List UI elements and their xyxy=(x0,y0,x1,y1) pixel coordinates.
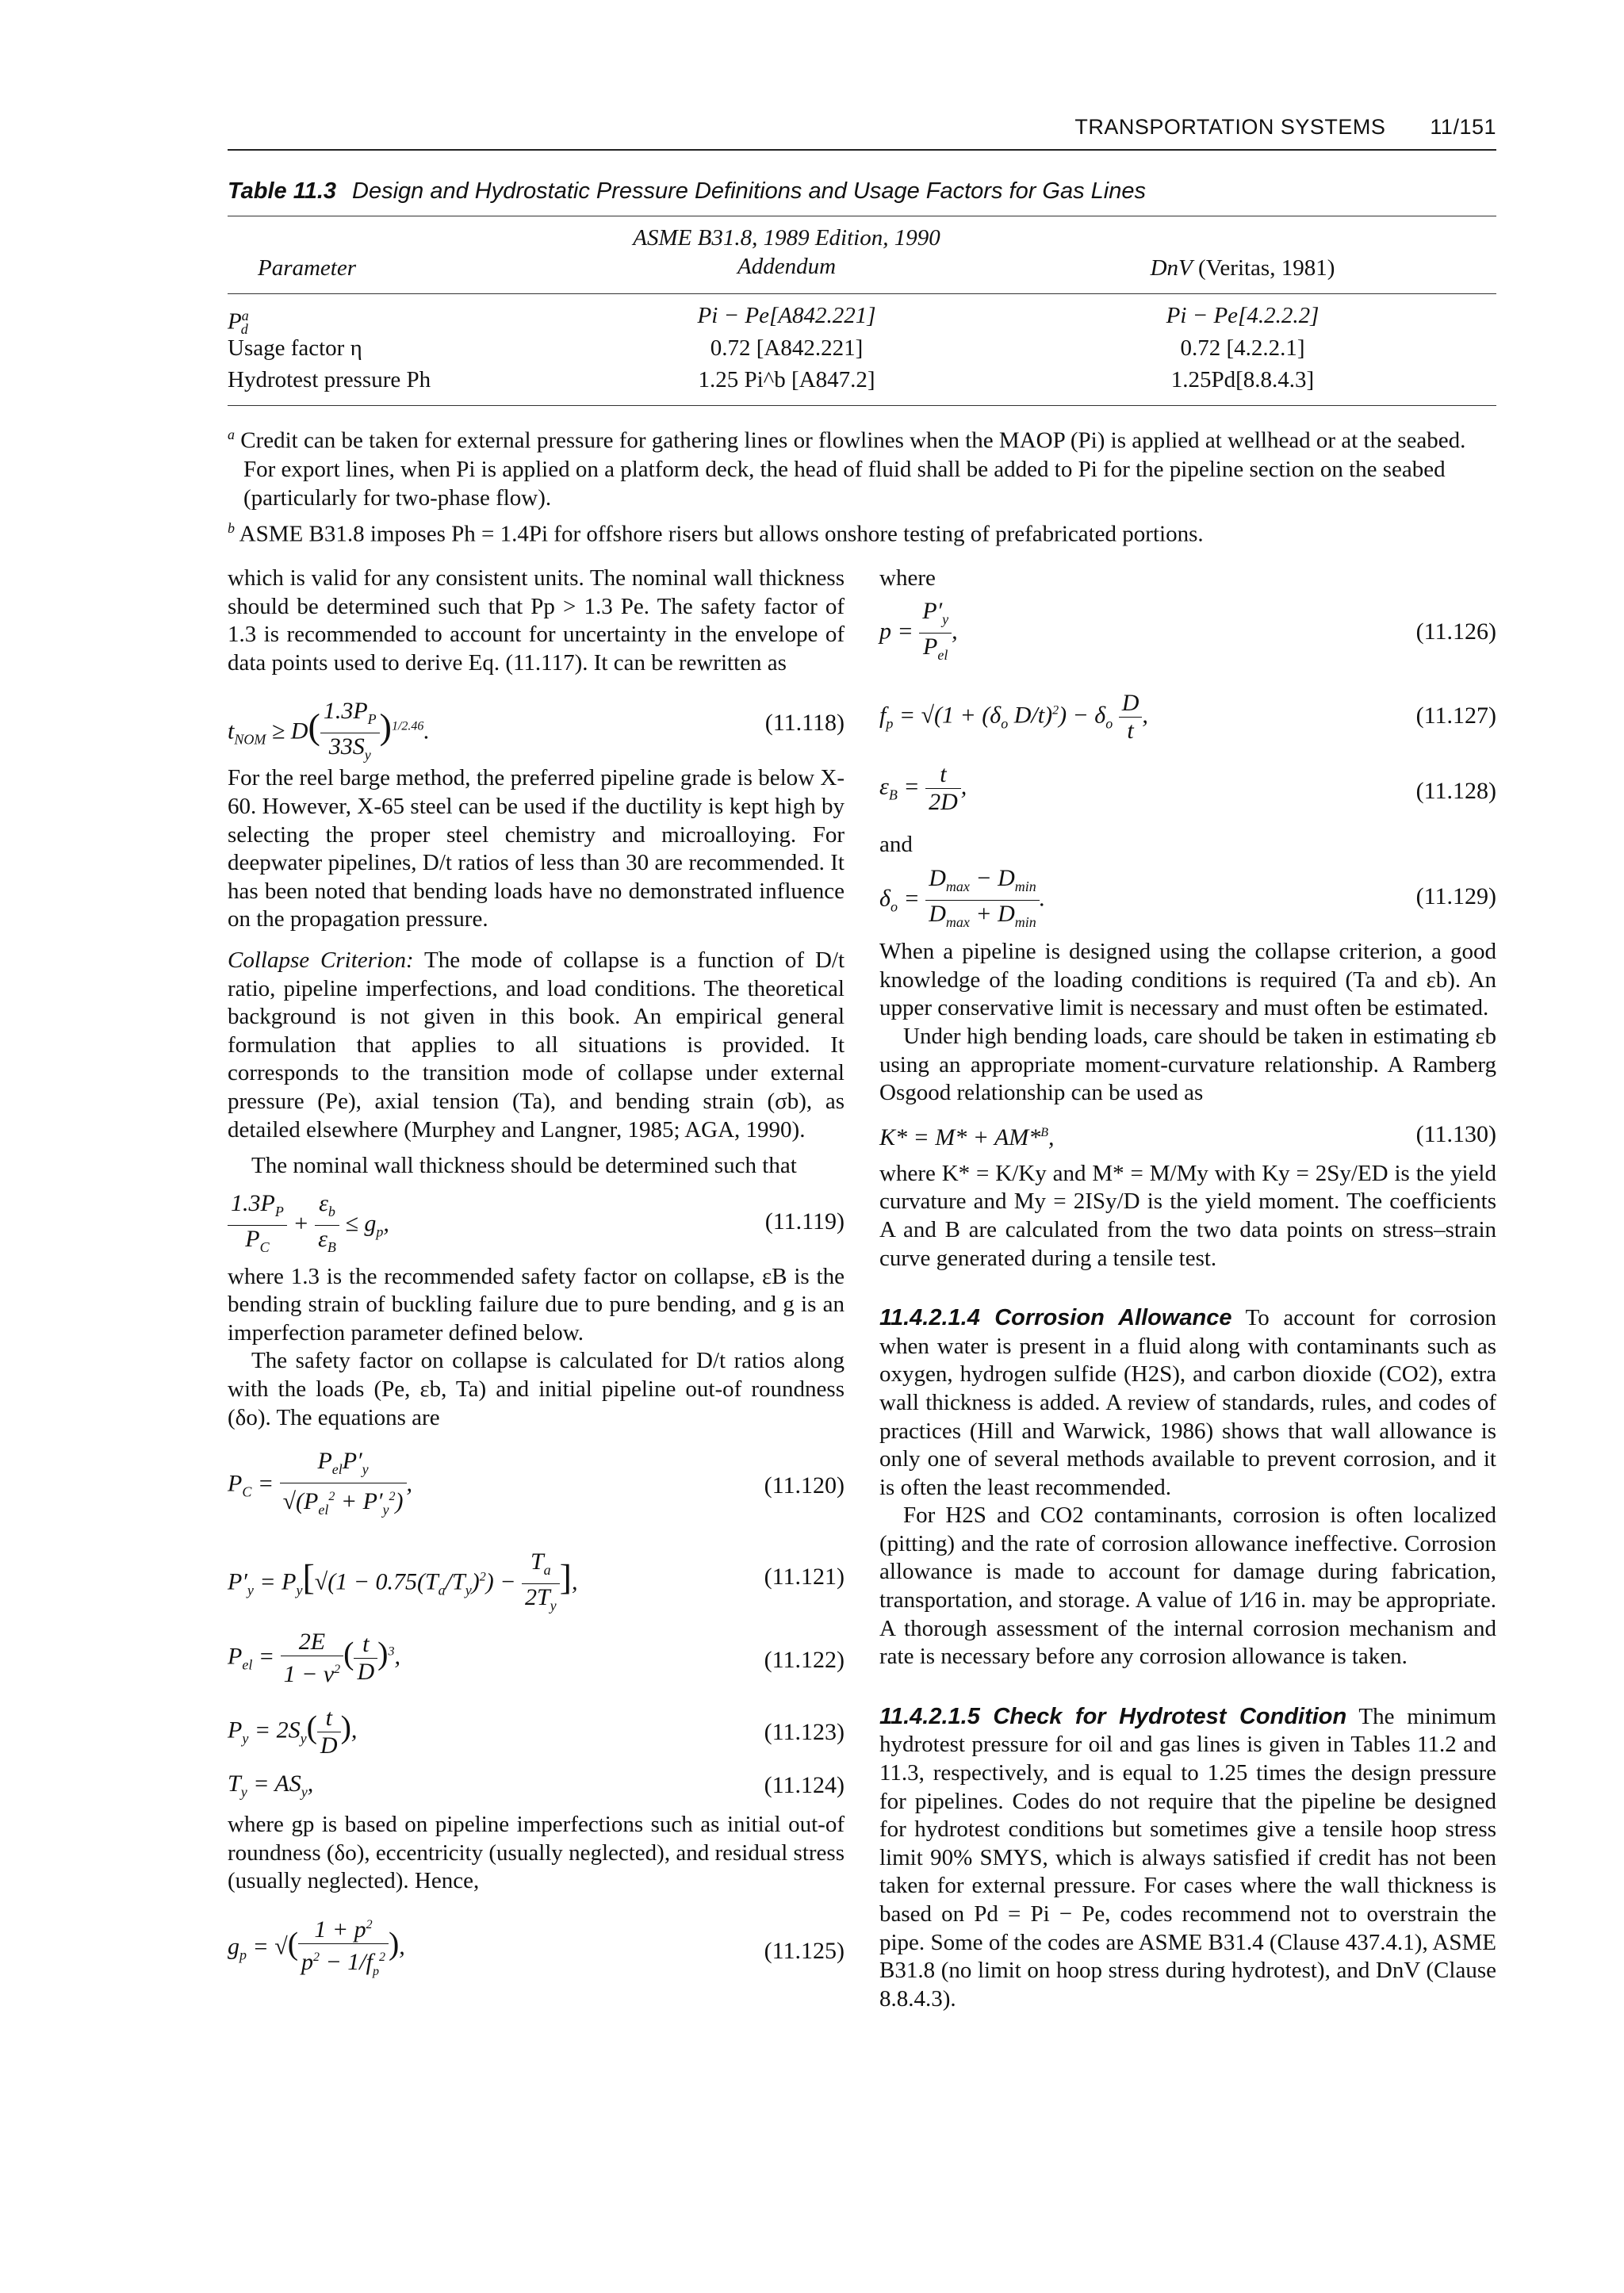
paragraph: where 1.3 is the recommended safety factor on collapse, εB is the bending strain of buckling failure due to pure bending, and g is an imperfection parameter defined below. xyxy=(228,1263,845,1346)
equation-11-127: $f_p = √(1 + (\delta_o$ $D/t)^2) - \delta_o$ $\frac{D}{t}$ , (11.127) xyxy=(879,689,1496,744)
table-header-asme-line2: Addendum xyxy=(737,254,837,279)
equation-number: (11.122) xyxy=(764,1647,845,1674)
equation-11-130: K* = M* + AM*$^B$, (11.130) xyxy=(879,1120,1496,1150)
equation-number: (11.123) xyxy=(764,1719,845,1746)
paragraph: where xyxy=(879,565,936,591)
footnote-b: $^b$ ASME B31.8 imposes Ph = 1.4Pi for offshore risers but allows onshore testing of prefabricated portions. xyxy=(228,519,1204,547)
table-cell-asme: Pi − Pe[A842.221] xyxy=(697,303,876,328)
table-header-parameter: Parameter xyxy=(257,255,357,281)
paragraph: where gp is based on pipeline imperfections such as initial out-of roundness (δo), eccentricity (usually neglected), and residual stress (usually neglected). Hence, xyxy=(228,1812,845,1894)
paragraph-lead: Collapse Criterion: xyxy=(228,947,414,973)
table-cell-dnv: 1.25Pd[8.8.4.3] xyxy=(1170,367,1315,392)
equation-number: (11.124) xyxy=(764,1772,845,1799)
equation-number: (11.121) xyxy=(764,1563,845,1590)
equation-number: (11.120) xyxy=(764,1472,845,1499)
table-header-dnv-rest: (Veritas, 1981) xyxy=(1192,255,1335,281)
paragraph: and xyxy=(879,831,913,857)
paragraph: which is valid for any consistent units. The nominal wall thickness should be determined such that Pp > 1.3 Pe. The safety factor of 1.3 is recommended to account for uncertainty in the envelope of data points used to derive Eq. (11.117). It can be rewritten as xyxy=(228,565,845,676)
footnote-a: $^a$ Credit can be taken for external pressure for gathering lines or flowlines when the MAOP (Pi) is applied at wellhead or at the seabed. For export lines, when Pi is applied on a platform deck, the head of fluid shall be added to Pi for the pipeline section on the seabed (particularly for two-phase flow). xyxy=(228,427,1466,511)
running-header xyxy=(228,115,1496,147)
section-11-4-2-1-4: 11.4.2.1.4 Corrosion Allowance To account for corrosion when water is present in a fluid along with contaminants such as oxygen, hydrogen sulfide (H2S), and carbon dioxide (CO2), extra wall thickness is added. A review of standards, rules, and codes of practices (Hill and Warwick, 1986) shows that wall allowance is only one of several methods available to prevent corrosion, and it is often the least recommended. xyxy=(879,1305,1497,1500)
equation-11-122: $P_{el}$ = $\frac{2E}{1 - \nu^2}$ ( $\frac{t}{D}$ )$^3$, (11.122) xyxy=(228,1629,845,1688)
paragraph: Under high bending loads, care should be taken in estimating εb using an appropriate moment-curvature relationship. A Ramberg Osgood relationship can be used as xyxy=(879,1023,1496,1106)
equation-number: (11.127) xyxy=(1415,702,1496,729)
paragraph: The nominal wall thickness should be determined such that xyxy=(251,1153,797,1179)
table-cell-dnv: 0.72 [4.2.2.1] xyxy=(1180,335,1305,361)
equation-number: (11.128) xyxy=(1415,777,1496,804)
table-cell-dnv: Pi − Pe[4.2.2.2] xyxy=(1166,303,1320,328)
table-header-row xyxy=(228,222,1496,285)
header-rule xyxy=(228,149,1496,151)
table-header-asme-line1: ASME B31.8, 1989 Edition, 1990 xyxy=(633,225,940,251)
equation-number: (11.126) xyxy=(1415,618,1496,645)
table-row xyxy=(228,365,1496,395)
table-footnotes xyxy=(228,420,1496,549)
section-title: 11.4.2.1.5 Check for Hydrotest Condition xyxy=(879,1703,1347,1729)
equation-11-126: p = $\frac{P'_y}{P_{el}}$ , (11.126) xyxy=(879,598,1496,666)
table-header-asme xyxy=(600,224,973,281)
section-title: 11.4.2.1.4 Corrosion Allowance xyxy=(879,1305,1232,1331)
right-column xyxy=(879,565,1496,2013)
table-row xyxy=(228,301,1496,338)
table-header-rule xyxy=(228,293,1496,294)
equation-11-123: $P_y = 2S_y$( $\frac{t}{D}$ ), (11.123) xyxy=(228,1705,845,1759)
paragraph: The safety factor on collapse is calculated for D/t ratios along with the loads (Pe, εb, Ta) and initial pipeline out-of roundness (δo). The equations are xyxy=(228,1348,845,1430)
equation-11-119: $\frac{1.3P_P}{P_C}$ + $\frac{\varepsilon_b}{\varepsilon_B}$ ≤ $g_p$, (11.119) xyxy=(228,1190,845,1254)
table-bottom-rule xyxy=(228,405,1496,406)
table-caption xyxy=(228,178,1496,205)
running-title: TRANSPORTATION SYSTEMS xyxy=(1074,115,1386,139)
equation-11-121: $P'_y = P_y[√(1 - 0.75(T_a/T_y)^2)$ − $\frac{T_a}{2T_y}$ ], (11.121) xyxy=(228,1539,845,1614)
equation-11-125: $g_p$ = √( $\frac{1 + p^2}{p^2 - 1/f_p^2}$ ), (11.125) xyxy=(228,1912,845,1991)
left-column xyxy=(228,565,845,2000)
page-number: 11/151 xyxy=(1430,115,1496,139)
paragraph: where K* = K/Ky and M* = M/My with Ky = 2Sy/ED is the yield curvature and My = 2ISy/D is the yield moment. The coefficients A and B are calculated from the two data points on stress–strain curve generated during a tensile test. xyxy=(879,1160,1496,1271)
equation-number: (11.118) xyxy=(764,710,845,737)
paragraph: For the reel barge method, the preferred pipeline grade is below X-60. However, X-65 steel can be used if the ductility is kept high by selecting the proper steel chemistry and microalloying. For deepwater pipelines, D/t ratios of less than 30 are recommended. It has been noted that bending loads have no demonstrated influence on the propagation pressure. xyxy=(228,765,845,932)
equation-11-124: $T_y = AS_y$, (11.124) xyxy=(228,1770,845,1801)
equation-number: (11.130) xyxy=(1415,1120,1496,1147)
equation-11-118: $t_{NOM} \ge D$( $\frac{1.3P_P}{33S_y}$ )$^{1/2.46}$. (11.118) xyxy=(228,691,845,755)
section-11-4-2-1-5: 11.4.2.1.5 Check for Hydrotest Condition The minimum hydrotest pressure for oil and gas lines is given in Tables 11.2 and 11.3, respectively, and is equal to 1.25 times the design pressure for pipelines. Codes do not require that the pipeline be designed for hydrotest conditions but sometimes give a tensile hoop stress limit 90% SMYS, which is always satisfied if credit has not been taken for external pressure. For cases where the wall thickness is based on Pd = Pi − Pe, codes recommend not to overstrain the pipe. Some of the codes are ASME B31.4 (Clause 437.4.1), ASME B31.8 (no limit on hoop stress during hydrotest), and DnV (Clause 8.8.4.3). xyxy=(879,1703,1496,2012)
table-cell-param: Hydrotest pressure Ph xyxy=(228,367,431,392)
paragraph: When a pipeline is designed using the collapse criterion, a good knowledge of the loading conditions is required (Ta and εb). An upper conservative limit is necessary and must often be estimated. xyxy=(879,939,1496,1021)
equation-11-128: $\varepsilon_B$ = $\frac{t}{2D}$ , (11.128) xyxy=(879,760,1496,815)
equation-11-120: $P_C$ = $\frac{P_{el}P'_y}{√(P_{el}^2 + P'_y^2)}$ , (11.120) xyxy=(228,1448,845,1523)
table-cell-asme: 1.25 Pi^b [A847.2] xyxy=(698,367,875,392)
equation-number: (11.125) xyxy=(764,1938,845,1965)
table-cell-param: Usage factor η xyxy=(228,335,362,361)
table-cell-param: $P^a_d$ xyxy=(228,308,249,338)
table-caption-text: Design and Hydrostatic Pressure Definitions and Usage Factors for Gas Lines xyxy=(352,178,1146,204)
equation-number: (11.129) xyxy=(1415,883,1496,910)
table-header-dnv xyxy=(1056,254,1429,282)
equation-11-129: $\delta_o$ = $\frac{D_{max} - D_{min}}{D_{max} + D_{min}}$ . (11.129) xyxy=(879,865,1496,928)
equation-number: (11.119) xyxy=(764,1208,845,1235)
paragraph: Collapse Criterion: The mode of collapse is a function of D/t ratio, pipeline imperfections, and load conditions. The theoretical background is not given in this book. An empirical general formulation that applies to all situations is provided. It corresponds to the transition mode of collapse under external pressure (Pe), axial tension (Ta), and bending strain (σb), as detailed elsewhere (Murphey and Langner, 1985; AGA, 1990). xyxy=(228,947,845,1143)
table-cell-asme: 0.72 [A842.221] xyxy=(710,335,864,361)
table-label: Table 11.3 xyxy=(228,178,337,204)
table-header-dnv-name: DnV xyxy=(1150,255,1193,281)
paragraph: For H2S and CO2 contaminants, corrosion is often localized (pitting) and the rate of corrosion allowance ineffective. Corrosion allowance is made to account for damage during fabrication, transportation, and storage. A value of 1⁄16 in. may be appropriate. A thorough assessment of the internal corrosion mechanism and rate is necessary before any corrosion allowance is taken. xyxy=(879,1503,1496,1670)
table-row xyxy=(228,333,1496,363)
